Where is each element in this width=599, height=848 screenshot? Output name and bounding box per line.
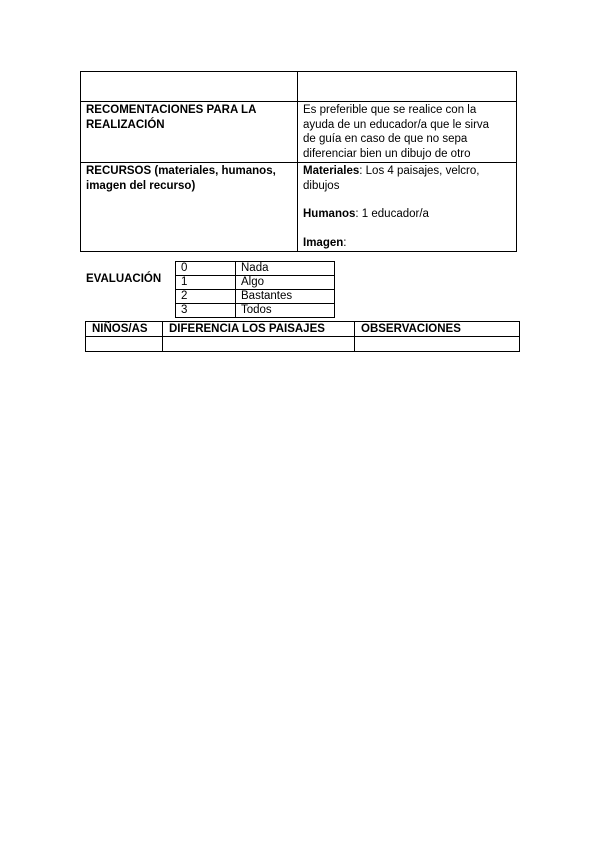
label-line: RECOMENTACIONES PARA LA [86,104,257,116]
column-header: NIÑOS/AS [86,322,163,337]
materials-text: : Los 4 paisajes, velcro, [359,165,480,177]
table-row [81,163,517,252]
table-cell[interactable] [86,337,163,352]
recommendations-text [298,102,517,163]
scale-text: Nada [236,262,335,276]
text-line: diferenciar bien un dibujo de otro [303,147,471,160]
label-line: RECURSOS (materiales, humanos, [86,165,276,177]
header-row [86,322,520,337]
scale-text: Todos [236,304,335,318]
image-text: : [343,236,347,249]
spacer [303,193,511,207]
scale-value: 2 [176,290,236,304]
materials-label: Materiales [303,165,360,177]
resources-label [81,163,298,252]
table-row [81,72,517,102]
scale-value: 0 [176,262,236,276]
image-line [303,236,511,251]
text-line: de guía en caso de que no sepa [303,133,468,145]
evaluation-scale-table [175,261,335,318]
table-row [176,276,335,290]
humans-label: Humanos [303,208,356,220]
scale-text: Algo [236,276,335,290]
humans-line [303,207,511,222]
text-line: ayuda de un educador/a que le sirva [303,118,490,131]
humans-text: : 1 educador/a [355,208,429,220]
table-row [176,304,335,318]
image-label: Imagen [303,236,344,249]
table-cell[interactable] [355,337,520,352]
recommendations-label [81,102,298,163]
label-line: REALIZACIÓN [86,118,165,131]
table-row [81,102,517,163]
materials-line [303,164,511,179]
empty-cell [81,72,298,102]
column-header: DIFERENCIA LOS PAISAJES [163,322,355,337]
evaluation-results-table [85,321,520,352]
materials-line-2: dibujos [303,179,340,192]
spacer [303,222,511,236]
scale-value: 3 [176,304,236,318]
resources-text [298,163,517,252]
table-row [176,290,335,304]
empty-cell [298,72,517,102]
scale-value: 1 [176,276,236,290]
table-row [86,337,520,352]
table-row [176,262,335,276]
scale-text: Bastantes [236,290,335,304]
column-header: OBSERVACIONES [355,322,520,337]
activity-info-table [80,71,517,252]
label-line: imagen del recurso) [86,179,196,192]
text-line: Es preferible que se realice con la [303,104,477,116]
table-cell[interactable] [163,337,355,352]
evaluation-label: EVALUACIÓN [86,273,162,285]
